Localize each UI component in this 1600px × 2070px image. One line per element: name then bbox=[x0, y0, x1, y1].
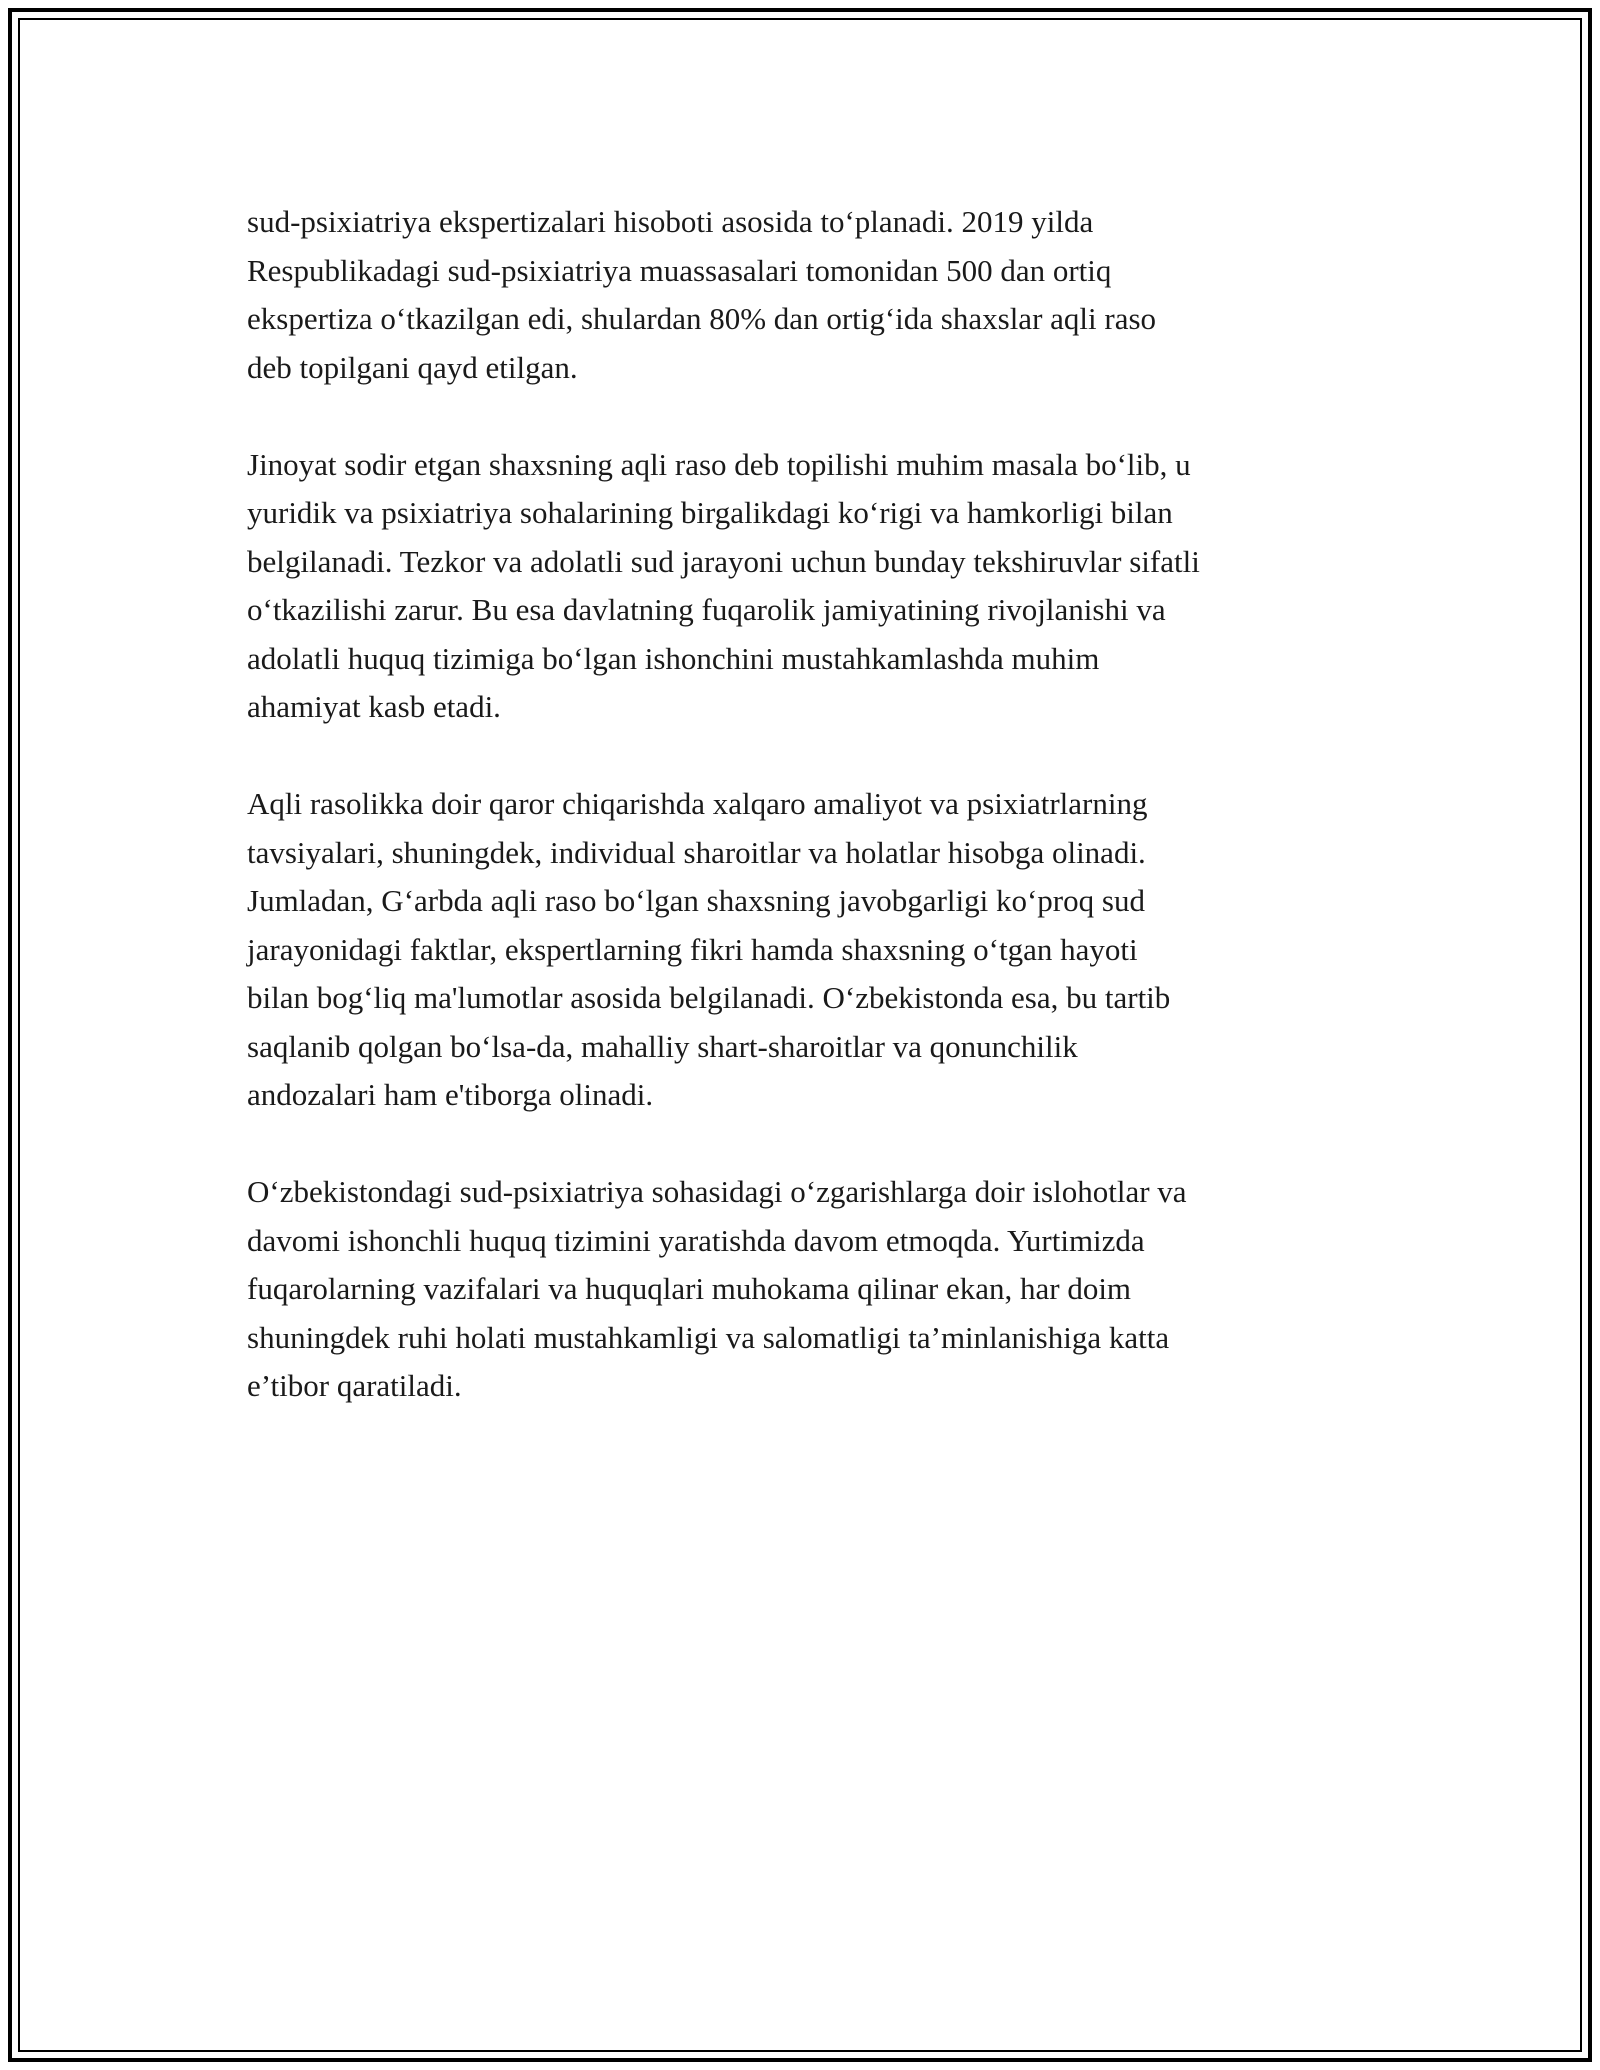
document-body bbox=[247, 198, 1407, 1459]
paragraph-3: Aqli rasolikka doir qaror chiqarishda xalqaro amaliyot va psixiatrlarning tavsiyalari, shuningdek, individual sharoitlar va holatlar hisobga olinadi. Jumladan, G‘arbda aqli raso bo‘lgan shaxsning javobgarligi ko‘proq sud jarayonidagi faktlar, ekspertlarning fikri hamda shaxsning o‘tgan hayoti bilan bog‘liq ma'lumotlar asosida belgilanadi. O‘zbekistonda esa, bu tartib saqlanib qolgan bo‘lsa-da, mahalliy shart-sharoitlar va qonunchilik andozalari ham e'tiborga olinadi. bbox=[247, 786, 1171, 1112]
paragraph-4: O‘zbekistondagi sud-psixiatriya sohasidagi o‘zgarishlarga doir islohotlar va davomi ishonchli huquq tizimini yaratishda davom etmoqda. Yurtimizda fuqarolarning vazifalari va huquqlari muhokama qilinar ekan, har doim shuningdek ruhi holati mustahkamligi va salomatligi ta’minlanishiga katta e’tibor qaratiladi. bbox=[247, 1174, 1187, 1403]
page-frame bbox=[8, 8, 1592, 2062]
paragraph-1: sud-psixiatriya ekspertizalari hisoboti asosida to‘planadi. 2019 yilda Respublikadagi sud-psixiatriya muassasalari tomonidan 500 dan ortiq ekspertiza o‘tkazilgan edi, shulardan 80% dan ortig‘ida shaxslar aqli raso deb topilgani qayd etilgan. bbox=[247, 204, 1157, 385]
paragraph-2: Jinoyat sodir etgan shaxsning aqli raso deb topilishi muhim masala bo‘lib, u yuridik va psixiatriya sohalarining birgalikdagi ko‘rigi va hamkorligi bilan belgilanadi. Tezkor va adolatli sud jarayoni uchun bunday tekshiruvlar sifatli o‘tkazilishi zarur. Bu esa davlatning fuqarolik jamiyatining rivojlanishi va adolatli huquq tizimiga bo‘lgan ishonchini mustahkamlashda muhim ahamiyat kasb etadi. bbox=[247, 446, 1200, 724]
